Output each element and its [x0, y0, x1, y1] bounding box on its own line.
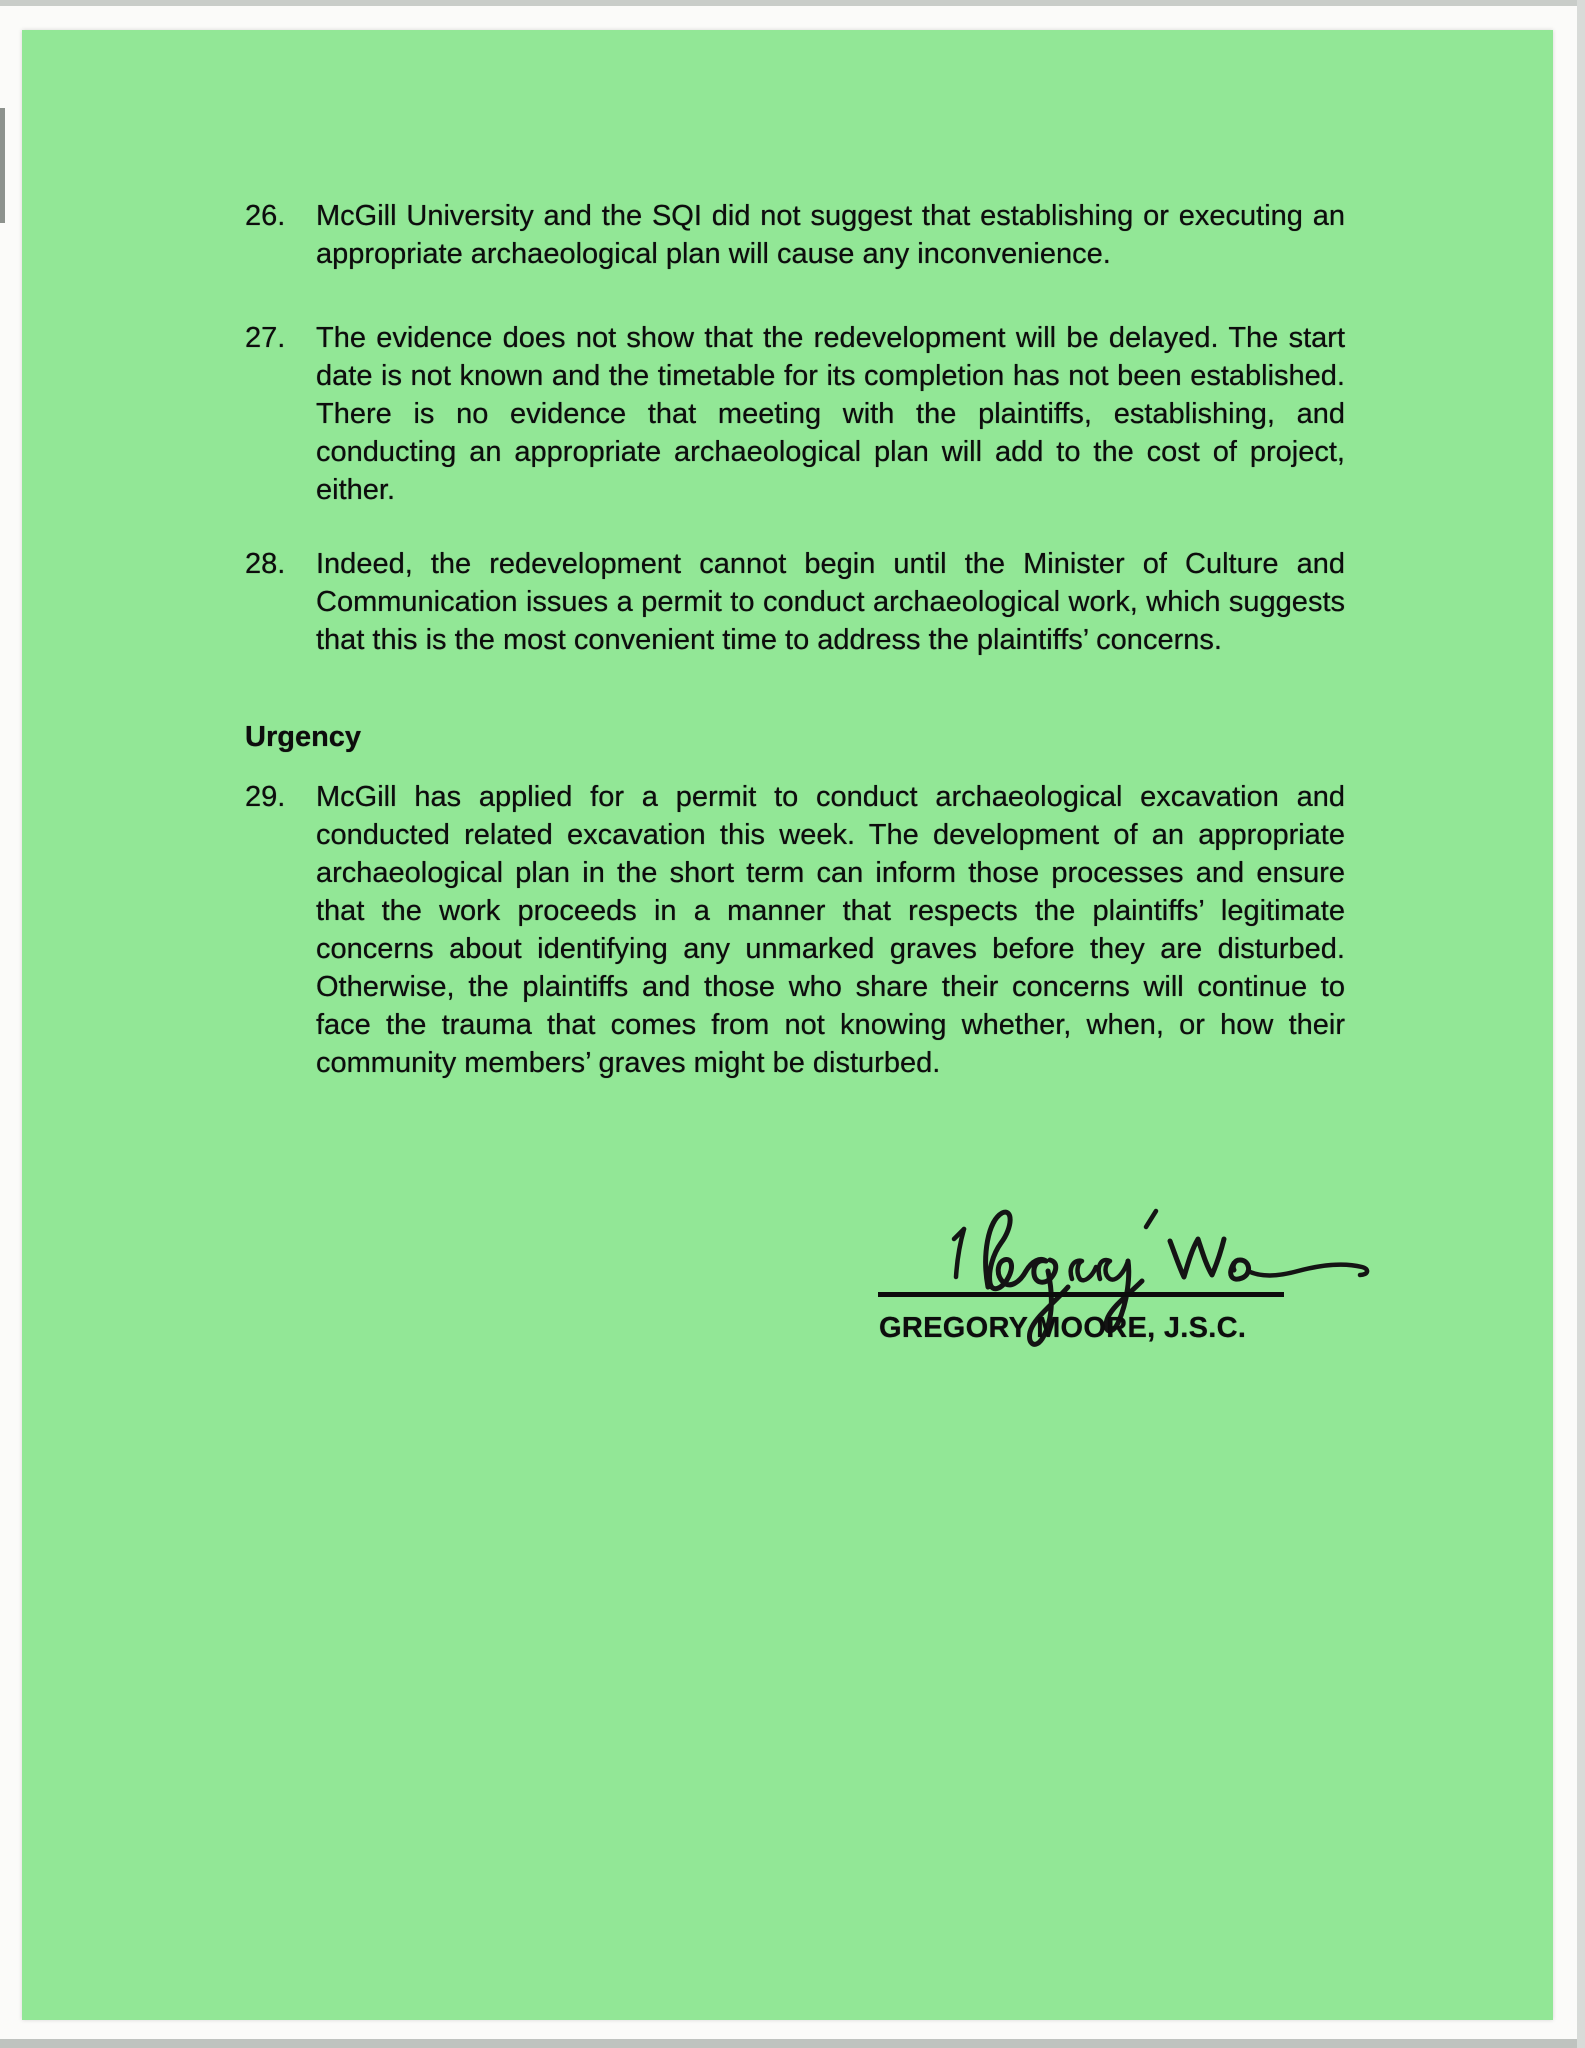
- paragraph-number: 26.: [245, 200, 286, 232]
- scanner-edge-top: [0, 0, 1585, 6]
- paragraph-text: McGill has applied for a permit to conduct archaeological excavation and conducted related excavation this week. The development of an appropriate archaeological plan in the short term can inform those processes and ensure that the work proceeds in a manner that respects the plaintiffs’ legitimate concerns about identifying any unmarked graves before they are disturbed. Otherwise, the plaintiffs and those who share their concerns will continue to face the trauma that comes from not knowing whether, when, or how their community members’ graves might be disturbed.: [316, 781, 1345, 1079]
- paragraph-number: 29.: [245, 781, 286, 813]
- scanner-edge-right: [1577, 0, 1585, 2048]
- signature-line: [878, 1292, 1284, 1297]
- paragraph-text: Indeed, the redevelopment cannot begin until the Minister of Culture and Communication issues a permit to conduct archaeological work, which suggests that this is the most convenient time to address the plaintiffs’ concerns.: [316, 548, 1345, 656]
- paragraph-26: [245, 197, 1345, 273]
- scan-artifact: [0, 108, 5, 223]
- paragraph-29: [245, 778, 1345, 1082]
- paragraph-28: [245, 545, 1345, 659]
- signature-name: GREGORY MOORE, J.S.C.: [879, 1312, 1247, 1344]
- paragraph-number: 28.: [245, 548, 286, 580]
- document-paper: [22, 30, 1553, 2020]
- scanner-edge-bottom: [0, 2039, 1585, 2048]
- paragraph-27: [245, 319, 1345, 509]
- paragraph-text: The evidence does not show that the redevelopment will be delayed. The start date is not known and the timetable for its completion has not been established. There is no evidence that meeting with the plaintiffs, establishing, and conducting an appropriate archaeological plan will add to the cost of project, either.: [316, 322, 1345, 506]
- document-body: [245, 197, 1345, 1082]
- paragraph-text: McGill University and the SQI did not suggest that establishing or executing an appropriate archaeological plan will cause any inconvenience.: [316, 200, 1345, 270]
- section-heading-urgency: Urgency: [245, 721, 362, 753]
- paragraph-number: 27.: [245, 322, 286, 354]
